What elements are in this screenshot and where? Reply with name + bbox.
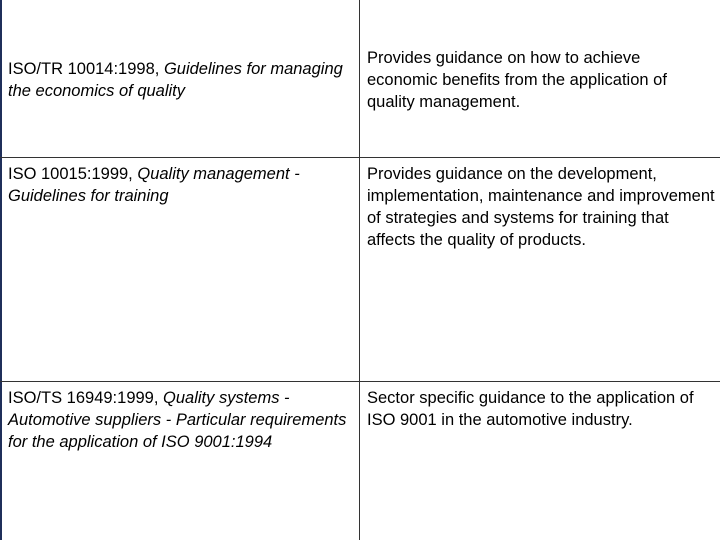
- row-divider: [0, 157, 720, 158]
- standard-description-cell: Sector specific guidance to the application of ISO 9001 in the automotive industry.: [367, 389, 694, 429]
- standard-code: ISO 10015:1999,: [8, 165, 138, 183]
- row-divider: [0, 381, 720, 382]
- standard-code: ISO/TR 10014:1998,: [8, 60, 164, 78]
- standard-name-cell: [8, 387, 348, 453]
- standard-name-cell: [8, 163, 348, 207]
- standard-title: Guidelines for managing the economics of quality: [8, 60, 343, 100]
- standard-description-cell: Provides guidance on the development, implementation, maintenance and improvement of strategies and systems for training that affects the quality of products.: [367, 165, 715, 249]
- standard-code: ISO/TS 16949:1999,: [8, 389, 164, 407]
- table-left-border: [0, 0, 2, 540]
- standard-title: Quality systems - Automotive suppliers - Particular requirements for the application of ISO 9001:1994: [8, 389, 347, 451]
- standard-description-cell: Provides guidance on how to achieve economic benefits from the application of quality management.: [367, 49, 667, 111]
- standard-title: Quality management - Guidelines for training: [8, 165, 300, 205]
- column-divider: [359, 0, 360, 540]
- standard-name-cell: [8, 58, 348, 102]
